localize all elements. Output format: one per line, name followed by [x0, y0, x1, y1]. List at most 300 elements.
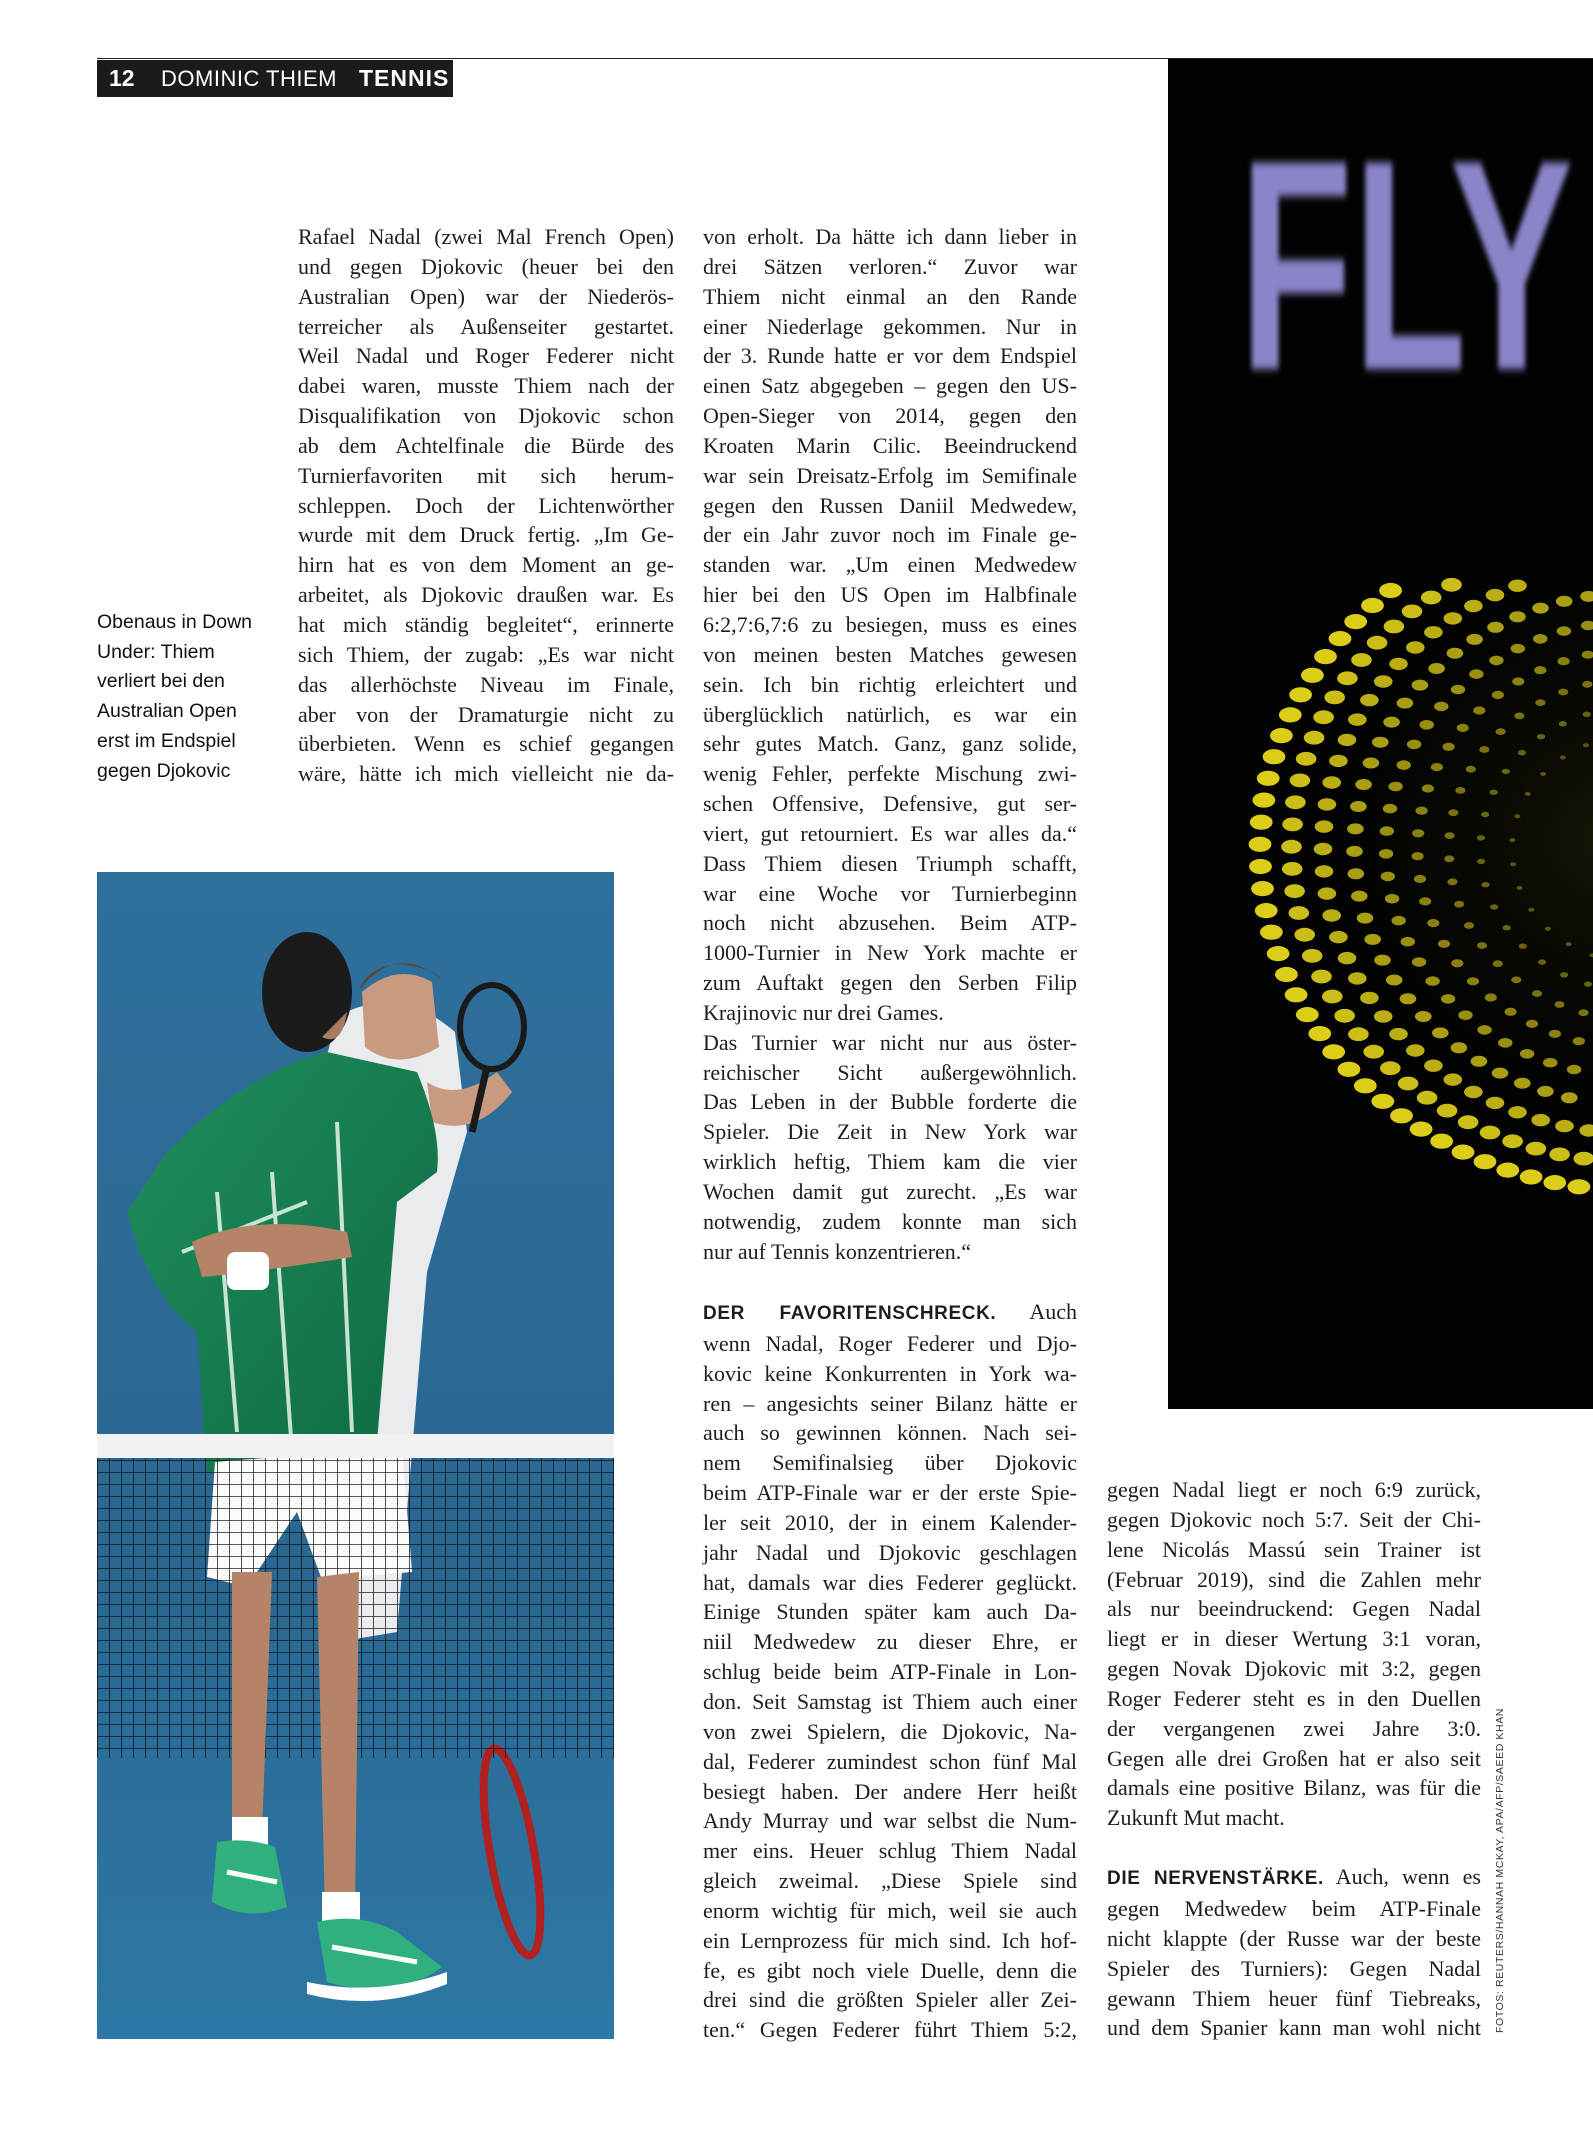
article-line: und gegen Djokovic (heuer bei den: [298, 253, 674, 279]
article-line: das allerhöchste Niveau im Finale,: [298, 671, 674, 697]
light-dot: [1532, 603, 1549, 614]
article-line: hat mich ständig begleitet“, erinnerte: [298, 611, 674, 637]
light-dot: [1383, 717, 1400, 728]
light-dot: [1566, 942, 1572, 946]
article-line: Kroaten Marin Cilic. Beeindruckend: [703, 432, 1077, 458]
article-line: notwendig, zudem konnte man sich: [703, 1208, 1077, 1234]
caption-line: Obenaus in Down: [97, 611, 253, 633]
article-line: der vergangenen zwei Jahre 3:0.: [1107, 1715, 1481, 1741]
light-dot: [1249, 859, 1272, 874]
light-dot: [1492, 1068, 1509, 1079]
article-line: mer eins. Heuer schlug Thiem Nadal: [703, 1838, 1077, 1864]
light-dot: [1392, 916, 1406, 926]
article-line: sich Thiem, der zugab: „Es war nicht: [298, 641, 674, 667]
arena-sign-text: FLY: [1239, 97, 1574, 433]
article-line: liegt er in dieser Wertung 3:1 voran,: [1107, 1626, 1481, 1652]
light-dot: [1520, 1049, 1534, 1059]
light-dot: [1487, 622, 1504, 633]
light-dot: [1573, 1037, 1585, 1045]
article-line: lene Nicolás Massú sein Trainer ist: [1107, 1536, 1481, 1562]
article-line: Andy Murray und war selbst die Num-: [703, 1808, 1077, 1834]
light-dot: [1543, 1175, 1566, 1190]
light-dot: [1560, 972, 1568, 977]
light-dot: [1543, 1058, 1557, 1068]
light-dot: [1289, 906, 1310, 920]
light-dot: [1481, 882, 1489, 887]
light-dot: [1498, 1038, 1512, 1048]
subhead-nervenstaerke: DIE NERVENSTÄRKE.: [1107, 1868, 1324, 1890]
light-dot: [1554, 1001, 1564, 1008]
light-dot: [1417, 1091, 1438, 1105]
light-dot: [1348, 1027, 1369, 1041]
article-line: ler seit 2010, der in einem Kalender-: [703, 1509, 1077, 1535]
article-line: nem Semifinalsieg über Djokovic: [703, 1450, 1077, 1476]
article-line: der 3. Runde hatte er vor dem Endspiel: [703, 343, 1077, 369]
light-dot: [1444, 855, 1454, 862]
light-dot: [1559, 721, 1567, 726]
article-line: drei sind die größten Spieler aller Zei-: [703, 1987, 1077, 2013]
subhead-favoritenschreck: DER FAVORITENSCHRECK.: [703, 1303, 997, 1324]
light-dot: [1257, 771, 1280, 786]
light-dot: [1438, 940, 1450, 948]
article-line: dal, Federer zumindest schon fünf Mal: [703, 1748, 1077, 1774]
light-dot: [1425, 976, 1439, 986]
light-dot: [1526, 1020, 1538, 1028]
article-line: wäre, hätte ich mich vielleicht nie da-: [298, 761, 674, 787]
article-line: sein. Ich bin richtig erleichtert und: [703, 671, 1077, 697]
light-dot: [1518, 750, 1526, 755]
light-dot: [1324, 691, 1345, 705]
article-line: Wochen damit gut zurecht. „Es war: [703, 1179, 1077, 1204]
light-dot: [1414, 875, 1426, 883]
arena-photo: [1168, 59, 1593, 1409]
light-dot: [1371, 1094, 1394, 1109]
players-photo-graphic: [97, 872, 614, 2039]
light-dot: [1397, 760, 1411, 770]
article-line: Spieler. Die Zeit in New York war: [703, 1119, 1077, 1145]
light-dot: [1451, 685, 1465, 695]
light-dot: [1374, 1010, 1393, 1022]
light-dot: [1496, 1163, 1519, 1178]
light-dot: [1397, 698, 1414, 709]
light-dot: [1474, 1154, 1497, 1169]
light-dot: [1583, 712, 1591, 717]
light-dot: [1290, 774, 1311, 788]
light-dot: [1511, 644, 1525, 654]
arena-photo-graphic: [1168, 59, 1593, 1409]
light-dot: [1444, 612, 1463, 624]
light-dot: [1441, 578, 1462, 592]
light-dot: [1267, 946, 1290, 961]
light-dot: [1275, 967, 1298, 982]
light-dot: [1304, 731, 1325, 745]
light-dot: [1329, 931, 1348, 943]
light-dot: [1282, 818, 1303, 832]
light-dot: [1389, 1028, 1408, 1040]
light-dot: [1350, 801, 1367, 812]
article-line: einer Niederlage gekommen. Nur in: [703, 313, 1077, 339]
light-dot: [1289, 687, 1312, 702]
article-line: viert, gut retourniert. Es war alles da.“: [703, 820, 1077, 846]
light-dot: [1464, 922, 1474, 929]
article-line: hat, damals war dies Federer geglückt.: [703, 1569, 1077, 1595]
light-dot: [1469, 669, 1483, 679]
article-line: wenn Nadal, Roger Federer und Djo-: [703, 1330, 1077, 1356]
light-dot: [1322, 1044, 1345, 1059]
light-dot: [1545, 927, 1551, 931]
light-dot: [1313, 710, 1334, 724]
article-line: und dem Spanier kann man wohl nicht: [1107, 2015, 1481, 2041]
light-dot: [1372, 737, 1389, 748]
article-line: Weil Nadal und Roger Federer nicht: [298, 343, 674, 369]
light-dot: [1315, 865, 1334, 877]
light-dot: [1285, 987, 1308, 1002]
light-dot: [1509, 838, 1515, 842]
light-dot: [1284, 884, 1305, 898]
light-dot: [1412, 957, 1426, 967]
light-dot: [1301, 668, 1324, 683]
light-dot: [1389, 658, 1408, 670]
caption-line: gegen Djokovic: [97, 759, 231, 782]
light-dot: [1490, 790, 1498, 795]
light-dot: [1406, 1044, 1425, 1056]
article-line: beim ATP-Finale war er der erste Spie-: [703, 1480, 1077, 1506]
light-dot: [1514, 1078, 1531, 1089]
light-dot: [1338, 952, 1357, 964]
article-line: reichischer Sicht außergewöhnlich.: [703, 1059, 1077, 1085]
light-dot: [1534, 666, 1546, 674]
light-dot: [1386, 975, 1403, 986]
light-dot: [1434, 702, 1448, 712]
light-dot: [1535, 699, 1545, 706]
article-line: gegen Novak Djokovic mit 3:2, gegen: [1107, 1656, 1481, 1682]
light-dot: [1511, 976, 1521, 983]
light-dot: [1448, 809, 1458, 816]
light-dot: [1421, 591, 1442, 605]
light-dot: [1361, 598, 1384, 613]
article-line: niil Medwedew zu dieser Ehre, er: [703, 1629, 1077, 1655]
article-line: Disqualifikation von Djokovic schon: [298, 403, 674, 429]
article-line: ten.“ Gegen Federer führt Thiem 5:2,: [703, 2017, 1077, 2043]
light-dot: [1443, 743, 1455, 751]
light-dot: [1454, 901, 1464, 908]
light-dot: [1360, 992, 1379, 1004]
light-dot: [1385, 894, 1399, 904]
light-dot: [1479, 746, 1489, 753]
light-dot: [1419, 897, 1431, 905]
light-dot: [1578, 1009, 1588, 1016]
light-dot: [1314, 649, 1337, 664]
light-dot: [1568, 1179, 1591, 1194]
article-line: überbieten. Wenn es schief gegangen: [298, 731, 674, 757]
light-dot: [1424, 1060, 1443, 1072]
light-dot: [1253, 793, 1276, 808]
article-line: don. Seit Samstag ist Thiem auch einer: [703, 1688, 1077, 1714]
light-dot: [1477, 835, 1485, 840]
light-dot: [1520, 1169, 1543, 1184]
light-dot: [1308, 1026, 1331, 1041]
light-dot: [1351, 653, 1372, 667]
light-dot: [1360, 694, 1379, 706]
light-dot: [1467, 977, 1479, 985]
light-dot: [1363, 1045, 1384, 1059]
light-dot: [1311, 970, 1332, 984]
article-line: nur auf Tennis konzentrieren.“: [703, 1238, 972, 1264]
light-dot: [1348, 972, 1367, 984]
article-line: zum Auftakt gegen den Serben Filip: [703, 970, 1077, 996]
light-dot: [1477, 942, 1487, 949]
light-dot: [1410, 1122, 1433, 1137]
light-dot: [1431, 763, 1443, 771]
article-line: besiegt haben. Der andere Herr heißt: [703, 1778, 1077, 1804]
article-line: überglücklich natürlich, es war ein: [703, 701, 1077, 727]
light-dot: [1251, 881, 1274, 896]
article-column-1: [298, 222, 674, 789]
light-dot: [1379, 583, 1402, 598]
light-dot: [1250, 815, 1273, 830]
light-dot: [1402, 605, 1423, 619]
light-dot: [1537, 734, 1545, 739]
players-photo: [97, 872, 614, 2039]
light-dot: [1512, 677, 1524, 685]
article-line: [1107, 1862, 1481, 1894]
light-dot: [1412, 680, 1429, 691]
light-dot: [1584, 981, 1592, 986]
article-paragraph: [1107, 1862, 1481, 2043]
light-dot: [1540, 772, 1546, 776]
light-dot: [1531, 1114, 1550, 1126]
light-dot: [1374, 675, 1393, 687]
article-line: wirklich heftig, Thiem kam die vier: [703, 1149, 1077, 1175]
light-dot: [1381, 872, 1395, 882]
light-dot: [1556, 596, 1573, 607]
light-dot: [1318, 887, 1337, 899]
section-title: DOMINIC THIEM: [161, 65, 337, 91]
article-line: einen Satz abgegeben – gegen den US-: [703, 373, 1077, 399]
light-dot: [1509, 611, 1526, 622]
light-dot: [1451, 1042, 1468, 1053]
article-line: sehr gutes Match. Ganz, ganz solide,: [703, 731, 1077, 757]
light-dot: [1549, 1148, 1570, 1162]
light-dot: [1412, 829, 1424, 837]
article-line: gleich zweimal. „Diese Spiele sind: [703, 1868, 1077, 1894]
light-dot: [1558, 689, 1568, 696]
light-dot: [1390, 1108, 1413, 1123]
light-dot: [1490, 904, 1498, 909]
light-dot: [1477, 859, 1485, 864]
light-dot: [1549, 1030, 1561, 1038]
light-dot: [1457, 724, 1469, 732]
article-line: Das Leben in der Bubble forderte die: [703, 1089, 1077, 1115]
article-line: ein Lernprozess für mich sind. Ich hof-: [703, 1927, 1077, 1953]
light-dot: [1322, 776, 1341, 788]
article-line: Turnierfavoriten mit sich herum-: [298, 462, 674, 488]
article-line: auch so gewinnen können. Nach sei-: [703, 1420, 1077, 1446]
page-number: 12: [109, 65, 135, 91]
light-dot: [1447, 878, 1457, 885]
subhead-line-rest: Auch, wenn es: [1323, 1864, 1481, 1890]
article-line: fe, es gibt noch viele Duelle, denn die: [703, 1957, 1077, 1983]
article-line: schlug beide beim ATP-Finale in Lon-: [703, 1659, 1077, 1685]
light-dot: [1398, 1077, 1419, 1091]
article-line: aber von der Dramaturgie nicht zu: [298, 701, 674, 727]
article-line: jahr Nadal und Djokovic geschlagen: [703, 1539, 1077, 1565]
light-dot: [1322, 909, 1341, 921]
light-dot: [1260, 925, 1283, 940]
article-line: enorm wichtig für mich, weil sie auch: [703, 1897, 1077, 1923]
light-dot: [1416, 807, 1428, 815]
article-line: dabei waren, musste Thiem nach der: [298, 373, 674, 399]
light-dot: [1334, 1009, 1355, 1023]
light-dot: [1533, 634, 1547, 644]
light-dot: [1383, 804, 1397, 814]
light-dot: [1444, 1073, 1463, 1085]
light-dot: [1561, 1092, 1578, 1103]
article-line: der ein Jahr zuvor noch im Finale ge-: [703, 522, 1077, 548]
light-dot: [1466, 766, 1476, 773]
light-dot: [1560, 756, 1566, 760]
light-dot: [1279, 707, 1302, 722]
article-line: von meinen besten Matches gewesen: [703, 641, 1077, 667]
photo-credit: FOTOS: REUTERS/HANNAH MCKAY, APA/AFP/SAEED KHAN: [1494, 1708, 1506, 2033]
light-dot: [1348, 868, 1365, 879]
light-dot: [1514, 814, 1520, 818]
light-dot: [1420, 720, 1434, 730]
caption-line: verliert bei den: [97, 670, 225, 693]
light-dot: [1496, 728, 1506, 735]
article-line: standen war. „Um einen Medwedew: [703, 552, 1077, 578]
article-line: Thiem nicht einmal an den Rande: [703, 283, 1077, 309]
light-dot: [1471, 1056, 1488, 1067]
light-dot: [1424, 626, 1443, 638]
light-dot: [1455, 787, 1465, 794]
article-line: Gegen alle drei Großen hat er also seit: [1107, 1745, 1481, 1771]
light-dot: [1348, 713, 1367, 725]
article-line: 1000-Turnier in New York machte er: [703, 940, 1077, 966]
article-line: gegen den Russen Daniil Medwedew,: [703, 492, 1077, 518]
light-dot: [1263, 749, 1286, 764]
light-dot: [1355, 779, 1372, 790]
article-line: terreicher als Außenseiter gestartet.: [298, 313, 674, 339]
article-line: wurde mit dem Druck fertig. „Im Ge-: [298, 522, 674, 548]
light-dot: [1486, 1097, 1505, 1109]
article-line: schen Offensive, Defensive, gut ser-: [703, 791, 1077, 817]
light-dot: [1407, 740, 1421, 750]
article-line: Spieler des Turniers): Gegen Nadal: [1107, 1955, 1481, 1981]
section-header: [97, 60, 453, 97]
light-dot: [1354, 1078, 1377, 1093]
light-dot: [1567, 1065, 1581, 1075]
light-dot: [1481, 812, 1489, 817]
light-dot: [1480, 1126, 1501, 1140]
article-line: Das Turnier war nicht nur aus öster-: [703, 1029, 1077, 1055]
article-column-4: [1107, 1475, 1481, 2043]
light-dot: [1486, 589, 1505, 601]
light-dot: [1502, 1134, 1523, 1148]
article-line: ab dem Achtelfinale die Bürde des: [298, 432, 674, 458]
article-column-3: [703, 1297, 1077, 2045]
light-dot: [1380, 1061, 1401, 1075]
article-line: noch nicht abzusehen. Beim ATP-: [703, 910, 1077, 936]
light-dot: [1318, 798, 1337, 810]
light-dot: [1329, 631, 1352, 646]
light-dot: [1508, 1106, 1527, 1118]
light-dot: [1380, 826, 1394, 836]
light-dot: [1322, 990, 1343, 1004]
light-dot: [1255, 903, 1278, 918]
light-dot: [1526, 1142, 1547, 1156]
article-line: ren – angesichts seiner Bilanz hätte er: [703, 1390, 1077, 1416]
light-dot: [1538, 959, 1546, 964]
article-paragraph: [1107, 1475, 1481, 1833]
article-line: 6:2,7:6,7:6 zu besiegen, muss es eines: [703, 611, 1077, 637]
light-dot: [1464, 1086, 1483, 1098]
light-dot: [1315, 820, 1334, 832]
article-line: [703, 1297, 1077, 1329]
light-dot: [1447, 648, 1464, 659]
light-dot: [1415, 1011, 1432, 1022]
light-dot: [1374, 955, 1391, 966]
light-dot: [1351, 891, 1368, 902]
light-dot: [1537, 1086, 1554, 1097]
article-line: (Februar 2019), sind die Zahlen mehr: [1107, 1566, 1481, 1592]
article-line: gewann Thiem heuer fünf Tiebreaks,: [1107, 1985, 1481, 2011]
light-dot: [1514, 713, 1524, 720]
light-dot: [1357, 913, 1374, 924]
subhead-line-rest: Auch: [996, 1299, 1077, 1324]
light-dot: [1249, 837, 1272, 852]
light-dot: [1558, 657, 1570, 665]
light-dot: [1557, 626, 1571, 636]
article-line: Roger Federer steht es in den Duellen: [1107, 1685, 1481, 1711]
light-dot: [1388, 782, 1402, 792]
light-dot: [1401, 937, 1415, 947]
light-dot: [1412, 852, 1424, 860]
article-line: als nur beeindruckend: Gegen Nadal: [1107, 1596, 1481, 1622]
article-line: hier bei den US Open im Halbfinale: [703, 582, 1077, 608]
article-line: nicht klappte (der Russe war der beste: [1107, 1925, 1481, 1951]
article-line: Rafael Nadal (zwei Mal French Open): [298, 224, 674, 249]
light-dot: [1285, 795, 1306, 809]
article-line: Dass Thiem diesen Triumph schafft,: [703, 850, 1077, 876]
light-dot: [1432, 1027, 1449, 1038]
light-dot: [1329, 755, 1348, 767]
light-dot: [1441, 994, 1455, 1004]
light-dot: [1347, 823, 1364, 834]
light-dot: [1384, 620, 1405, 634]
caption-line: erst im Endspiel: [97, 729, 236, 752]
caption-line: Australian Open: [97, 700, 237, 723]
article-column-2: [703, 222, 1077, 1267]
article-line: drei Sätzen verloren.“ Zuvor war: [703, 253, 1077, 279]
light-dot: [1422, 784, 1434, 792]
light-dot: [1344, 614, 1367, 629]
light-dot: [1477, 1025, 1491, 1035]
light-dot: [1452, 1145, 1475, 1160]
light-dot: [1364, 934, 1381, 945]
light-dot: [1296, 1007, 1319, 1022]
light-dot: [1294, 928, 1315, 942]
article-line: Krajinovic nur drei Games.: [703, 999, 944, 1025]
light-dot: [1525, 792, 1531, 796]
light-dot: [1363, 758, 1380, 769]
photo-caption: [97, 608, 269, 786]
article-line: schleppen. Doch der Lichtenwörther: [298, 492, 674, 518]
light-dot: [1583, 743, 1589, 747]
light-dot: [1493, 960, 1503, 967]
light-dot: [1437, 1104, 1458, 1118]
light-dot: [1473, 706, 1485, 714]
